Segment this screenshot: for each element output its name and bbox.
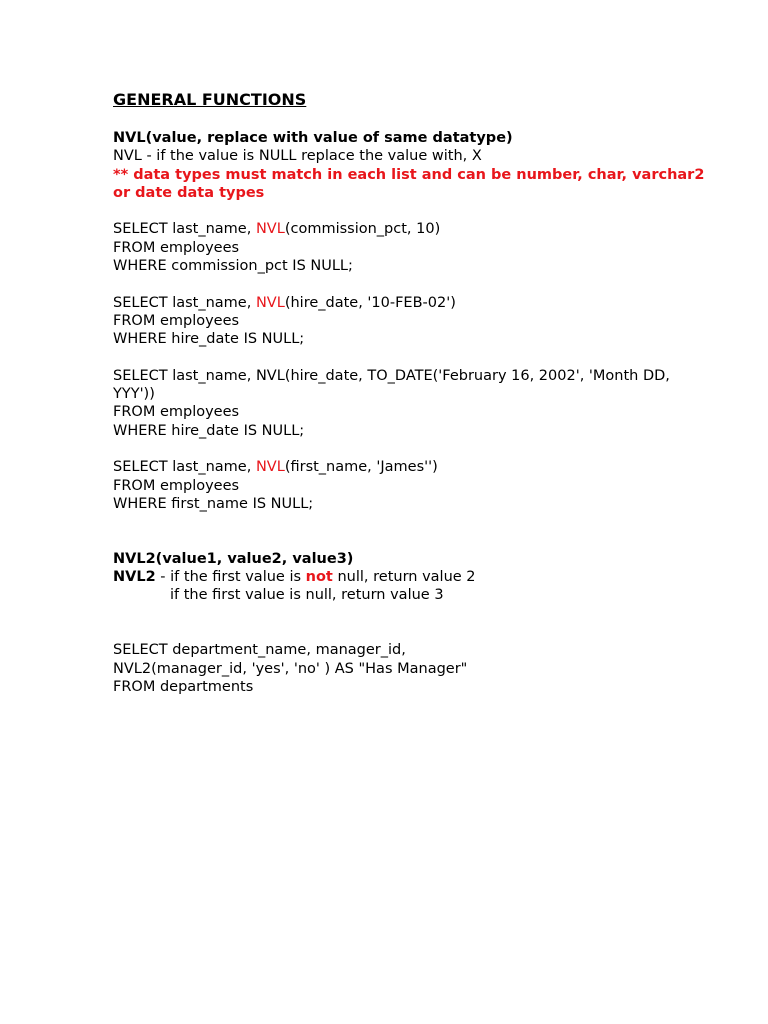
select-line xyxy=(113,220,753,238)
nvl-note-line-1: ** data types must match in each list and can be number, char, varchar2 xyxy=(113,166,705,183)
select-line-2: YYY')) xyxy=(113,386,155,403)
page-title: GENERAL FUNCTIONS xyxy=(113,90,307,109)
select-pre: SELECT last_name, xyxy=(113,459,256,476)
from-line: FROM employees xyxy=(113,312,240,329)
nvl2-desc-post: null, return value 2 xyxy=(332,569,476,586)
nvl-keyword: NVL xyxy=(255,294,285,311)
nvl-keyword: NVL xyxy=(255,221,285,238)
where-line: WHERE hire_date IS NULL; xyxy=(113,422,305,439)
select-post: (first_name, 'James'') xyxy=(284,459,438,476)
select-line xyxy=(113,294,753,312)
nvl-keyword: NVL xyxy=(255,459,285,476)
nvl2-select-line: SELECT department_name, manager_id, xyxy=(113,642,406,659)
nvl2-expression-line: NVL2(manager_id, 'yes', 'no' ) AS "Has Manager" xyxy=(113,660,468,677)
nvl2-desc-pre: - if the first value is xyxy=(155,569,306,586)
select-post: (commission_pct, 10) xyxy=(284,221,441,238)
nvl-example-1 xyxy=(113,220,753,275)
from-line: FROM employees xyxy=(113,404,240,421)
nvl-description: NVL - if the value is NULL replace the value with, X xyxy=(113,148,482,165)
nvl2-description-line-2: if the first value is null, return value 3 xyxy=(170,587,444,604)
where-line: WHERE hire_date IS NULL; xyxy=(113,331,305,348)
nvl2-section xyxy=(113,550,753,605)
document-page xyxy=(113,89,753,696)
nvl2-not-word: not xyxy=(305,569,333,586)
nvl2-example xyxy=(113,641,753,696)
where-line: WHERE commission_pct IS NULL; xyxy=(113,258,353,275)
nvl-example-4 xyxy=(113,458,753,513)
nvl2-from-line: FROM departments xyxy=(113,678,254,695)
select-line xyxy=(113,458,753,476)
select-post: (hire_date, '10-FEB-02') xyxy=(284,294,456,311)
nvl2-keyword: NVL2 xyxy=(113,569,156,586)
where-line: WHERE first_name IS NULL; xyxy=(113,495,314,512)
nvl-heading: NVL(value, replace with value of same datatype) xyxy=(113,130,513,146)
select-line-1: SELECT last_name, NVL(hire_date, TO_DATE('February 16, 2002', 'Month DD, xyxy=(113,367,670,384)
nvl-example-2 xyxy=(113,294,753,349)
from-line: FROM employees xyxy=(113,239,240,256)
select-pre: SELECT last_name, xyxy=(113,294,256,311)
nvl-note-line-2: or date data types xyxy=(113,184,265,201)
from-line: FROM employees xyxy=(113,477,240,494)
nvl-section xyxy=(113,129,753,202)
nvl2-heading: NVL2(value1, value2, value3) xyxy=(113,550,354,567)
nvl2-description xyxy=(113,568,753,586)
nvl-example-3 xyxy=(113,367,753,440)
select-pre: SELECT last_name, xyxy=(113,221,256,238)
